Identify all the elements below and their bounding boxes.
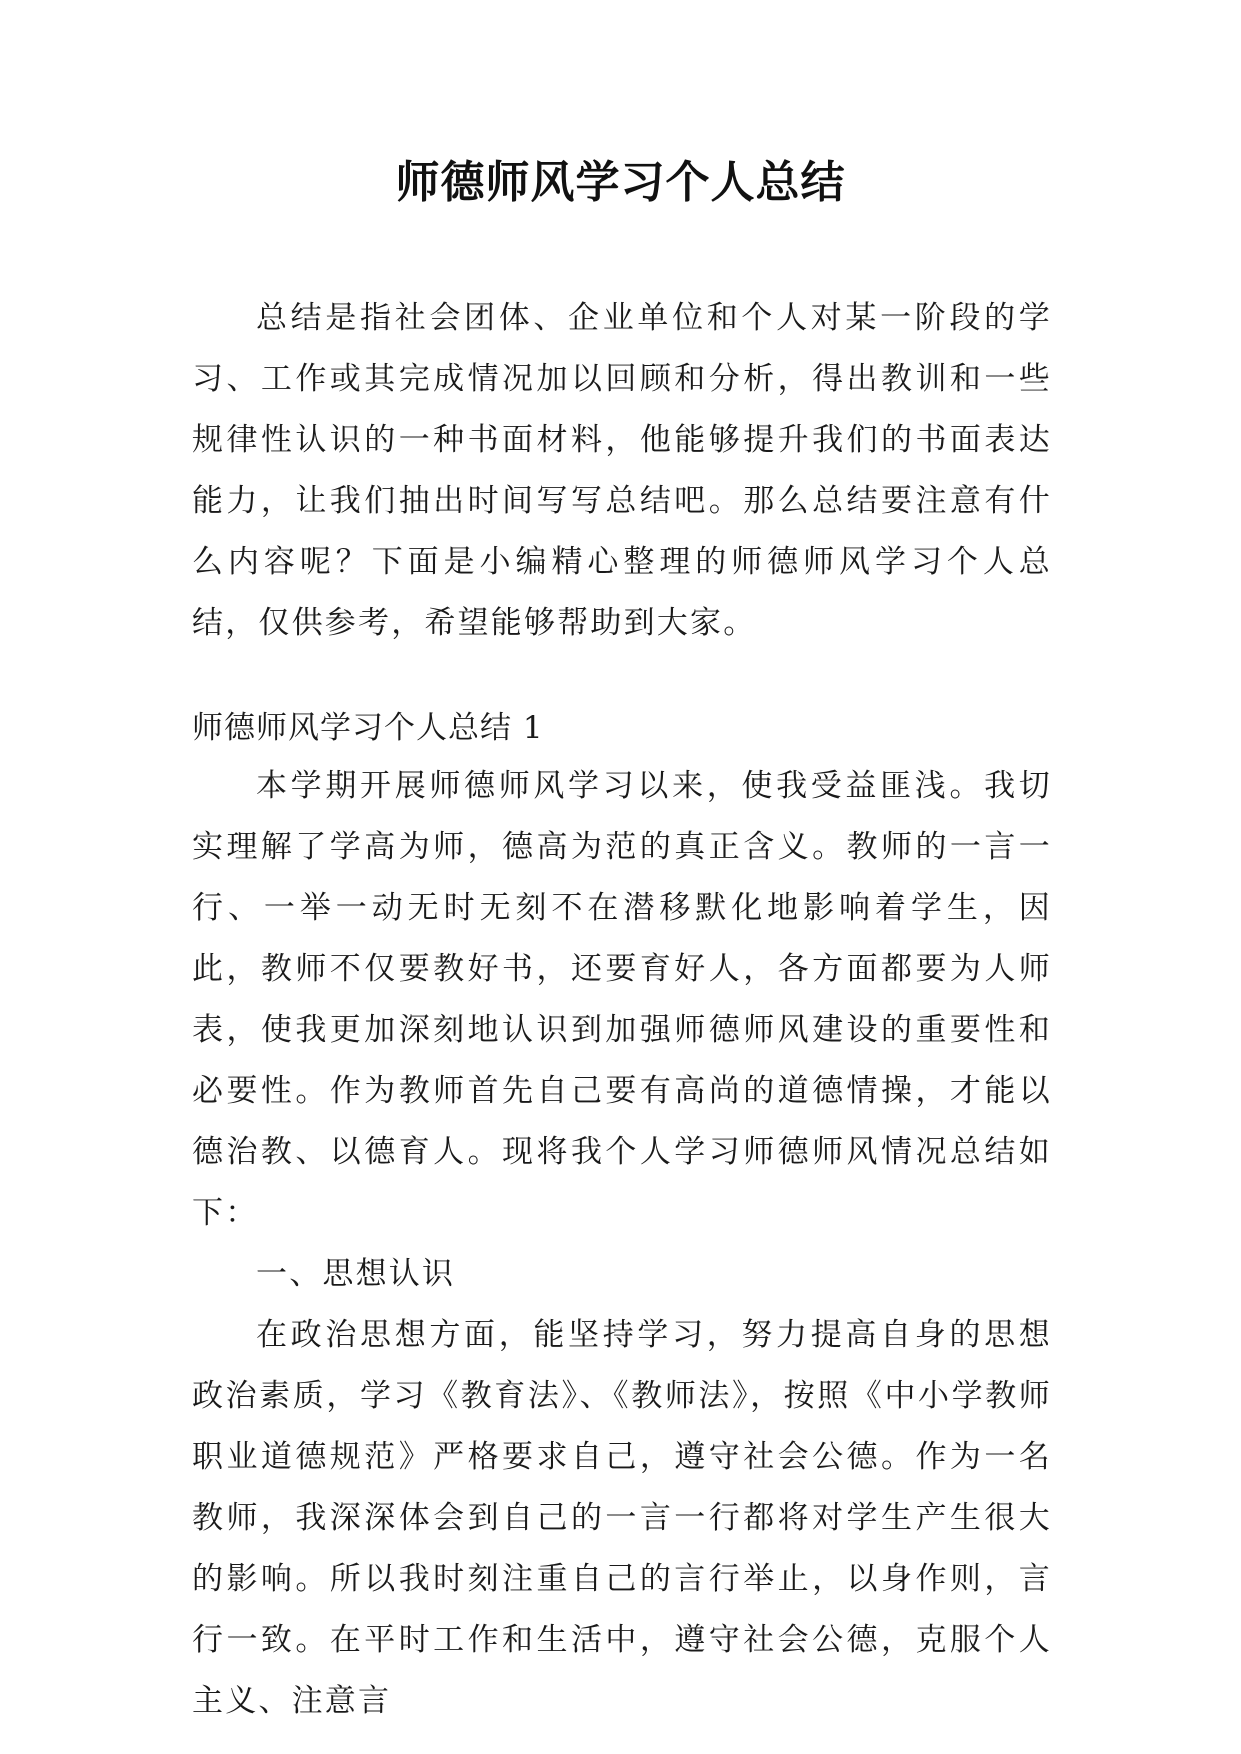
body-paragraph: 在政治思想方面，能坚持学习，努力提高自身的思想政治素质，学习《教育法》、《教师法》，按照《中小学教师职业道德规范》严格要求自己，遵守社会公德。作为一名教师，我深深体会到自己的一言一行都将对学生产生很大的影响。所以我时刻注重自己的言行举止，以身作则，言行一致。在平时工作和生活中，遵守社会公德，克服个人主义、注意言	[192, 1317, 1052, 1719]
section-body	[192, 756, 1052, 1732]
document-title: 师德师风学习个人总结	[395, 157, 846, 208]
intro-paragraph: 总结是指社会团体、企业单位和个人对某一阶段的学习、工作或其完成情况加以回顾和分析，得出教训和一些规律性认识的一种书面材料，他能够提升我们的书面表达能力，让我们抽出时间写写总结吧。那么总结要注意有什么内容呢？下面是小编精心整理的师德师风学习个人总结，仅供参考，希望能够帮助到大家。	[192, 300, 1052, 641]
section-heading: 一、思想认识	[256, 1256, 456, 1292]
section-subtitle: 师德师风学习个人总结 1	[192, 710, 544, 746]
body-paragraph: 本学期开展师德师风学习以来，使我受益匪浅。我切实理解了学高为师，德高为范的真正含义。教师的一言一行、一举一动无时无刻不在潜移默化地影响着学生，因此，教师不仅要教好书，还要育好人，各方面都要为人师表，使我更加深刻地认识到加强师德师风建设的重要性和必要性。作为教师首先自己要有高尚的道德情操，才能以德治教、以德育人。现将我个人学习师德师风情况总结如下：	[192, 768, 1052, 1231]
